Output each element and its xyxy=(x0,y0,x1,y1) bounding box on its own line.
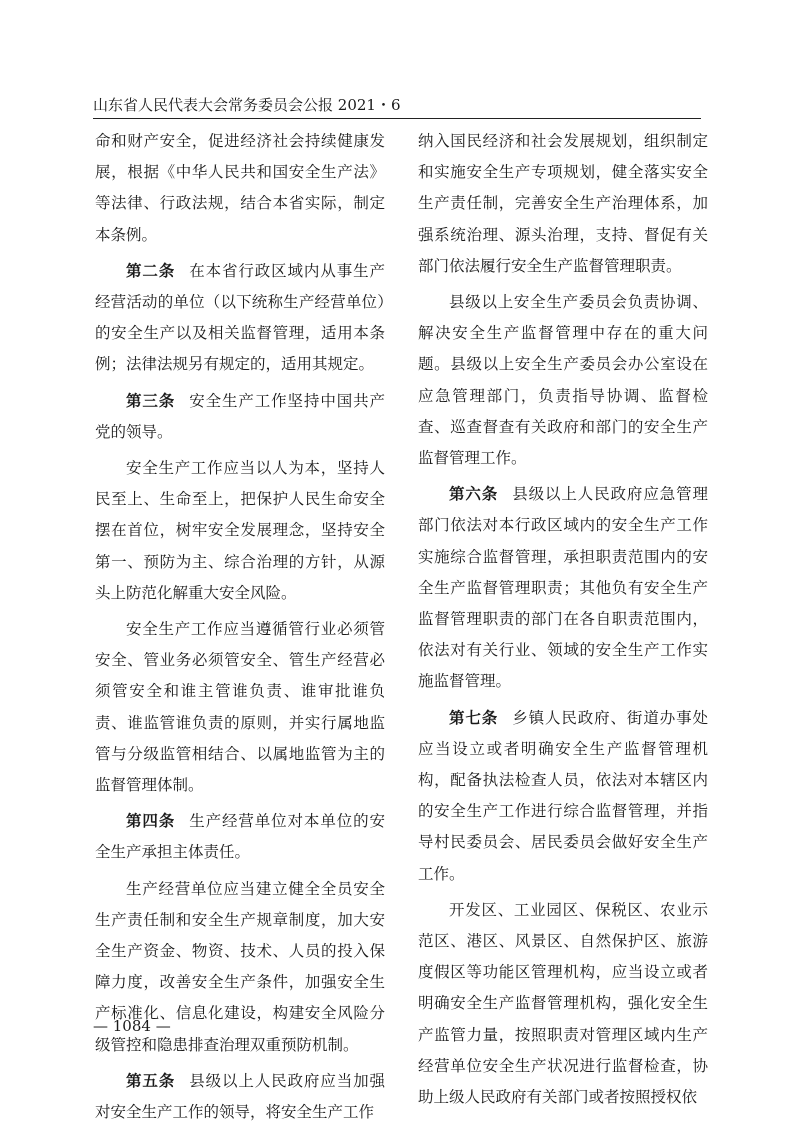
journal-header: 山东省人民代表大会常务委员会公报 2021・6 xyxy=(93,96,401,114)
article-6 xyxy=(418,479,708,697)
paragraph: 生产经营单位应当建立健全全员安全生产责任制和安全生产规章制度，加大安全生产资金、物资、技术、人员的投入保障力度，改善安全生产条件，加强安全生产标准化、信息化建设，构建安全风险分级管控和隐患排查治理双重预防机制。 xyxy=(95,879,385,1054)
article-7 xyxy=(418,703,708,890)
article-label: 第三条 xyxy=(126,391,176,410)
article-label: 第四条 xyxy=(126,812,176,831)
paragraph: 县级以上安全生产委员会负责协调、解决安全生产监督管理中存在的重大问题。县级以上安全生产委员会办公室设在应急管理部门，负责指导协调、监督检查、巡查督查有关政府和部门的安全生产监督管理工作。 xyxy=(418,293,708,468)
article-text: 在本省行政区域内从事生产经营活动的单位（以下统称生产经营单位）的安全生产以及相关监督管理，适用本条例；法律法规另有规定的，适用其规定。 xyxy=(95,261,385,374)
paragraph: 安全生产工作应当以人为本，坚持人民至上、生命至上，把保护人民生命安全摆在首位，树牢安全发展理念，坚持安全第一、预防为主、综合治理的方针，从源头上防范化解重大安全风险。 xyxy=(95,459,385,602)
article-text: 县级以上人民政府应当加强对安全生产工作的领导，将安全生产工作 xyxy=(95,1071,385,1122)
paragraph: 安全生产工作应当遵循管行业必须管安全、管业务必须管安全、管生产经营必须管安全和谁主管谁负责、谁审批谁负责、谁监管谁负责的原则，并实行属地监管与分级监管相结合、以属地监管为主的监督管理体制。 xyxy=(95,620,385,795)
right-column xyxy=(418,126,708,1118)
article-label: 第七条 xyxy=(449,708,499,727)
article-text: 生产经营单位对本单位的安全生产承担主体责任。 xyxy=(95,812,385,862)
header-divider xyxy=(93,118,701,119)
article-3 xyxy=(95,386,385,448)
paragraph: 纳入国民经济和社会发展规划，组织制定和实施安全生产专项规划，健全落实安全生产责任制，完善安全生产治理体系，加强系统治理、源头治理，支持、督促有关部门依法履行安全生产监督管理职责。 xyxy=(418,132,708,275)
article-text: 乡镇人民政府、街道办事处应当设立或者明确安全生产监督管理机构，配备执法检查人员，依法对本辖区内的安全生产工作进行综合监督管理，并指导村民委员会、居民委员会做好安全生产工作。 xyxy=(418,708,708,883)
paragraph: 开发区、工业园区、保税区、农业示范区、港区、风景区、自然保护区、旅游度假区等功能区管理机构，应当设立或者明确安全生产监督管理机构，强化安全生产监管力量，按照职责对管理区域内生产经营单位安全生产状况进行监督检查，协助上级人民政府有关部门或者按照授权依 xyxy=(418,900,708,1107)
article-4 xyxy=(95,806,385,868)
article-text: 安全生产工作坚持中国共产党的领导。 xyxy=(95,391,385,441)
article-label: 第五条 xyxy=(126,1071,176,1090)
left-column xyxy=(95,126,385,1133)
article-label: 第二条 xyxy=(126,261,176,280)
article-text: 县级以上人民政府应急管理部门依法对本行政区域内的安全生产工作实施综合监督管理，承担职责范围内的安全生产监督管理职责；其他负有安全生产监督管理职责的部门在各自职责范围内，依法对有关行业、领域的安全生产工作实施监督管理。 xyxy=(418,485,708,691)
article-label: 第六条 xyxy=(449,485,499,504)
article-2 xyxy=(95,256,385,381)
page-number: — 1084 — xyxy=(93,1017,171,1035)
paragraph: 命和财产安全，促进经济社会持续健康发展，根据《中华人民共和国安全生产法》等法律、行政法规，结合本省实际，制定本条例。 xyxy=(95,132,385,244)
article-5 xyxy=(95,1066,385,1128)
